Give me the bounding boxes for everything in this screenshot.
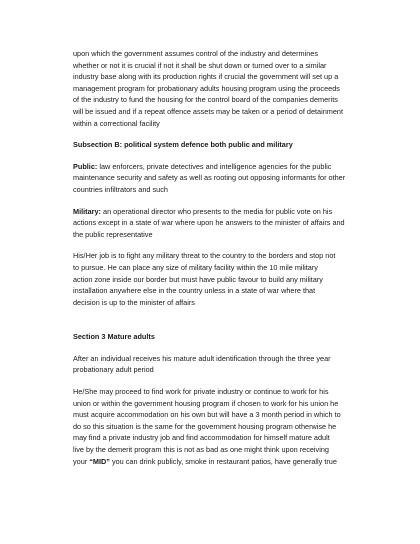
military-paragraph	[73, 206, 370, 218]
military-line: actions except in a state of war where upon he answers to the minister of affairs and	[73, 218, 345, 228]
public-paragraph	[73, 161, 370, 173]
work-line: union or within the government housing program if chosen to work for his union he	[73, 398, 339, 408]
public-label: Public:	[73, 161, 98, 171]
job-line: His/Her job is to fight any military threat to the country to the borders and stop not	[73, 251, 336, 261]
military-line: an operational director who presents to the media for public vote on his	[100, 206, 333, 216]
public-line: maintenance security and safety as well as rooting out opposing informants for other	[73, 173, 346, 183]
intro-line: will be issued and if a repeat offence assets may be taken or a period of detainment	[73, 106, 344, 116]
work-line: may find a private industry job and find accommodation for himself mature adult	[73, 433, 330, 443]
mid-term: “MID”	[89, 456, 110, 466]
work-last-line	[73, 456, 370, 468]
work-line: do so this situation is the same for the government housing program otherwise he	[73, 421, 337, 431]
work-line: live by the demerit program this is not as bad as one might think upon receiving	[73, 445, 329, 455]
work-last-suffix: you can drink publicly, smoke in restaurant patios, have generally true	[109, 456, 337, 466]
mature-line: probationary adult period	[73, 365, 154, 375]
job-line: decision is up to the minister of affairs	[73, 297, 195, 307]
intro-line: upon which the government assumes control of the industry and determines	[73, 49, 318, 58]
intro-line: industry base along with its production rights if crucial the government will set up a	[73, 72, 339, 82]
job-line: installation anywhere else in the country unless in a state of war where that	[73, 286, 316, 296]
military-label: Military:	[73, 206, 101, 216]
section-3-heading: Section 3 Mature adults	[73, 332, 155, 342]
job-line: action zone inside our border but must have public favour to build any military	[73, 274, 323, 284]
job-line: to pursue. He can place any size of military facility within the 10 mile military	[73, 262, 318, 272]
military-line: the public representative	[73, 229, 153, 239]
intro-line: management program for probationary adults housing program using the proceeds	[73, 83, 340, 93]
work-last-prefix: your	[73, 456, 90, 466]
work-line: He/She may proceed to find work for private industry or continue to work for his	[73, 387, 329, 397]
subsection-b-heading: Subsection B: political system defence both public and military	[73, 140, 293, 150]
public-line: law enforcers, private detectives and intelligence agencies for the public	[97, 161, 332, 171]
intro-line: whether or not it is crucial if not it shall be shut down or turned over to a similar	[73, 60, 327, 70]
mature-line: After an individual receives his mature adult identification through the three year	[73, 353, 331, 363]
work-line: must acquire accommodation on his own but will have a 3 month period in which to	[73, 410, 341, 420]
public-line: countries infiltrators and such	[73, 184, 168, 194]
intro-line: of the industry to fund the housing for the control board of the companies demerits	[73, 95, 338, 105]
intro-line: within a correctional facility	[73, 118, 160, 128]
